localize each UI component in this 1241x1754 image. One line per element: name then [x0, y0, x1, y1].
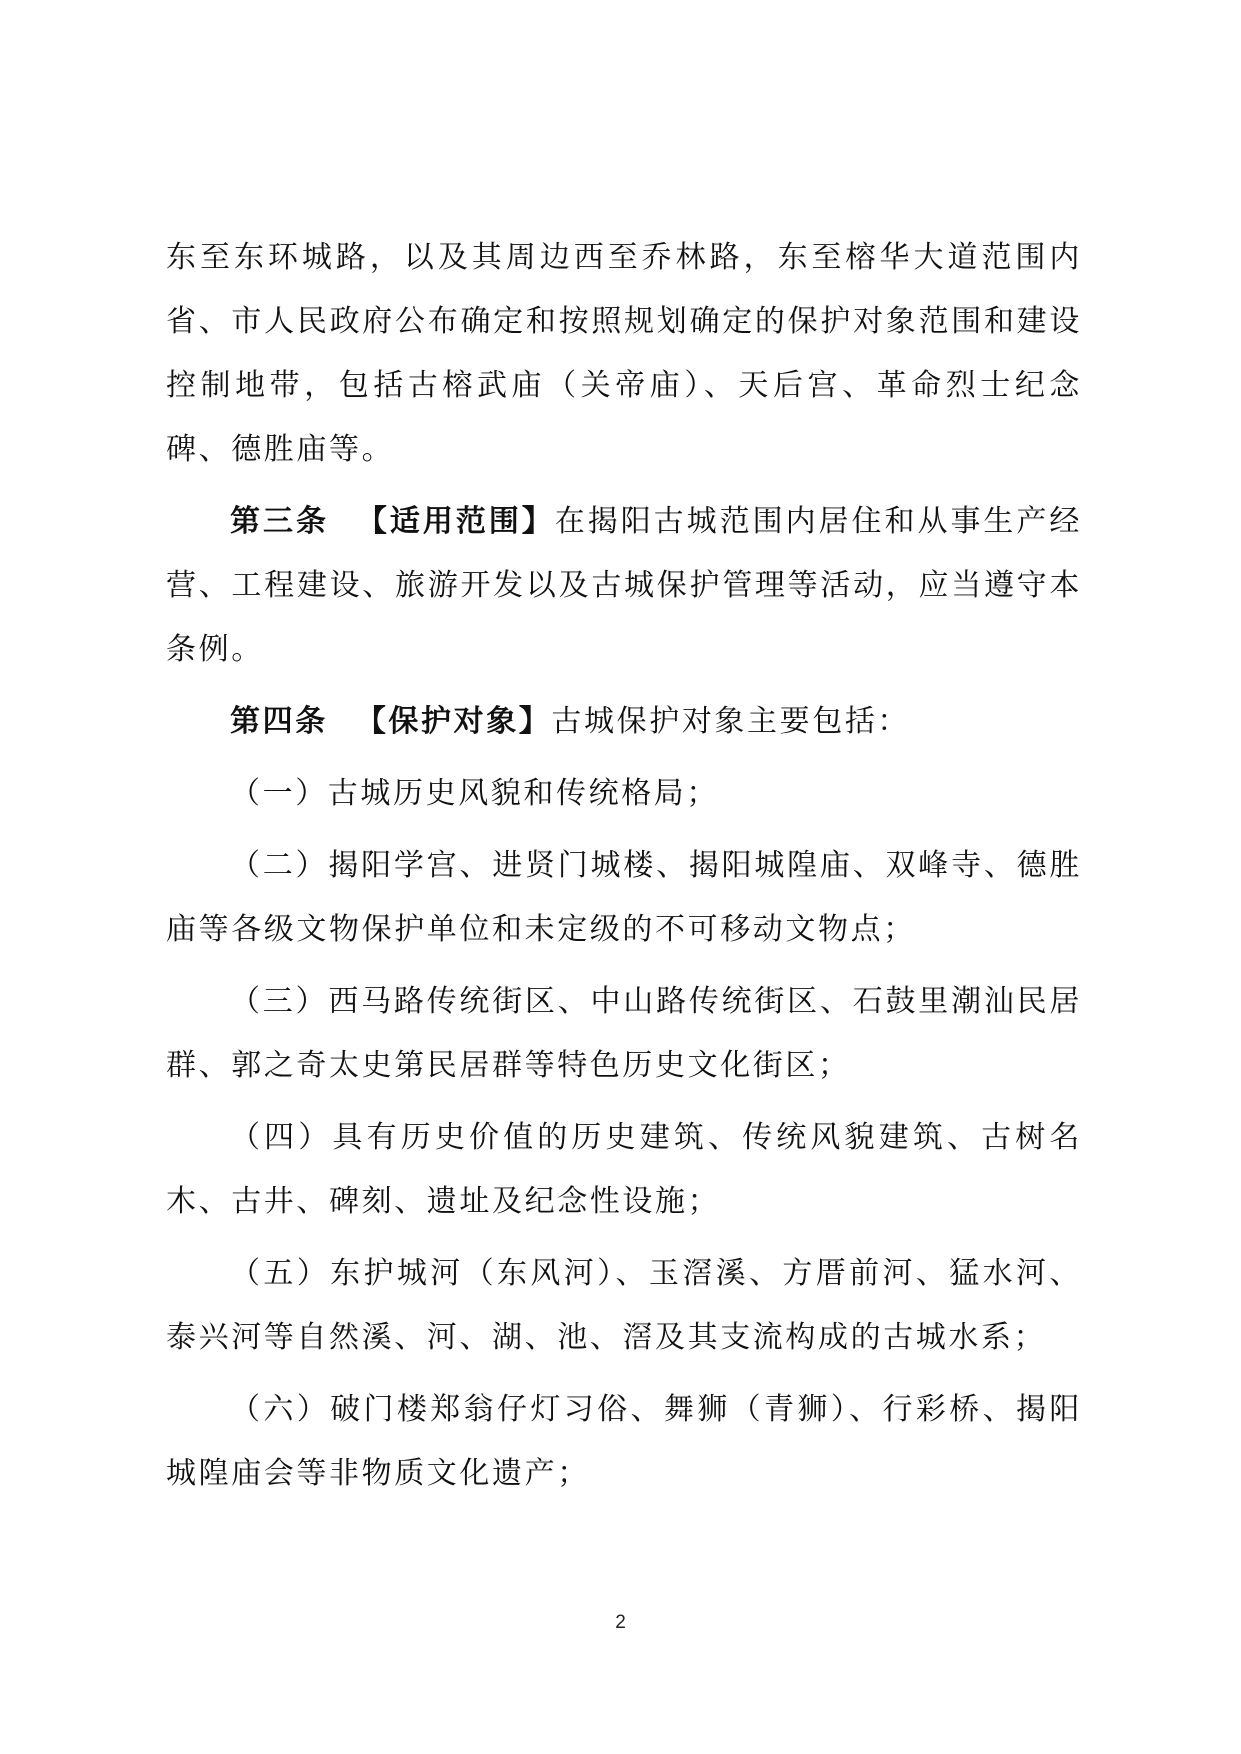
body-text [166, 226, 1082, 1506]
article-3-text: 在揭阳古城范围内居住和从事生产经营、工程建设、旅游开发以及古城保护管理等活动，应当遵守本条例。 [166, 504, 1082, 667]
list-item: （二）揭阳学宫、进贤门城楼、揭阳城隍庙、双峰寺、德胜庙等各级文物保护单位和未定级的不可移动文物点； [166, 848, 1082, 947]
article-3-number: 第三条 [230, 504, 329, 539]
article-3 [166, 490, 1082, 682]
article-4 [166, 690, 1082, 754]
article-4-text: 古城保护对象主要包括： [551, 704, 911, 739]
continued-paragraph: 东至东环城路，以及其周边西至乔林路，东至榕华大道范围内省、市人民政府公布确定和按照规划确定的保护对象范围和建设控制地带，包括古榕武庙（关帝庙）、天后宫、革命烈士纪念碑、德胜庙等。 [166, 240, 1082, 467]
list-item: （五）东护城河（东风河）、玉滘溪、方厝前河、猛水河、泰兴河等自然溪、河、湖、池、滘及其支流构成的古城水系； [166, 1256, 1082, 1355]
article-4-title: 【保护对象】 [355, 704, 552, 739]
article-3-title: 【适用范围】 [356, 504, 555, 539]
list-item: （四）具有历史价值的历史建筑、传统风貌建筑、古树名木、古井、碑刻、遗址及纪念性设施； [166, 1120, 1082, 1219]
list-item: （一）古城历史风貌和传统格局； [230, 776, 719, 811]
list-item: （三）西马路传统街区、中山路传统街区、石鼓里潮汕民居群、郭之奇太史第民居群等特色历史文化街区； [166, 984, 1082, 1083]
page-number: 2 [615, 1612, 626, 1633]
article-4-number: 第四条 [230, 704, 328, 739]
list-item: （六）破门楼郑翁仔灯习俗、舞狮（青狮）、行彩桥、揭阳城隍庙会等非物质文化遗产； [166, 1392, 1082, 1491]
